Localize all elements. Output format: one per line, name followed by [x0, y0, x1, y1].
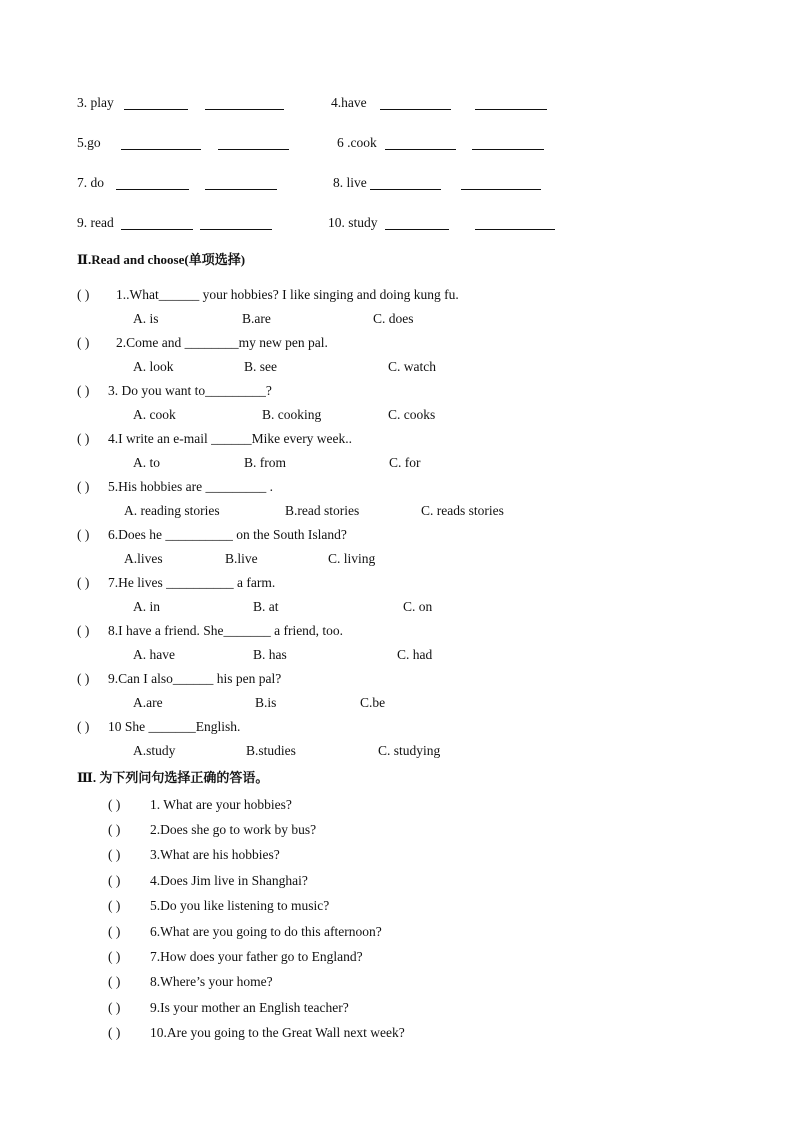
option-b[interactable]: B. see — [244, 359, 277, 374]
answer-parenthesis[interactable]: ( ) — [108, 898, 121, 913]
option-b[interactable]: B. cooking — [262, 407, 322, 422]
option-a[interactable]: A.are — [133, 695, 163, 710]
question-text: 5.Do you like listening to music? — [150, 898, 330, 913]
option-b[interactable]: B.live — [225, 551, 258, 566]
option-c[interactable]: C. living — [328, 551, 376, 566]
answer-blank[interactable] — [200, 217, 272, 230]
option-a[interactable]: A. have — [133, 647, 175, 662]
question-text: 9.Is your mother an English teacher? — [150, 1000, 349, 1015]
option-a[interactable]: A.study — [133, 743, 176, 758]
answer-parenthesis[interactable]: ( ) — [108, 949, 121, 964]
answer-parenthesis[interactable]: ( ) — [108, 974, 121, 989]
answer-parenthesis[interactable]: ( ) — [77, 383, 90, 398]
answer-blank[interactable] — [380, 97, 451, 110]
option-c[interactable]: C. does — [373, 311, 414, 326]
option-c[interactable]: C. studying — [378, 743, 441, 758]
section-heading: Ⅱ.Read and choose(单项选择) — [77, 252, 246, 267]
answer-blank[interactable] — [475, 97, 547, 110]
answer-parenthesis[interactable]: ( ) — [77, 431, 90, 446]
option-b[interactable]: B.read stories — [285, 503, 360, 518]
option-b[interactable]: B.are — [242, 311, 271, 326]
answer-parenthesis[interactable]: ( ) — [108, 847, 121, 862]
section-heading: Ⅲ. 为下列问句选择正确的答语。 — [77, 770, 269, 785]
verb-item-left: 9. read — [77, 215, 114, 230]
option-a[interactable]: A. cook — [133, 407, 176, 422]
answer-blank[interactable] — [205, 97, 284, 110]
answer-blank[interactable] — [218, 137, 289, 150]
answer-blank[interactable] — [121, 217, 193, 230]
question-text: 8.Where’s your home? — [150, 974, 273, 989]
question-text: 6.What are you going to do this afternoon? — [150, 924, 382, 939]
question-stem: 4.I write an e-mail ______Mike every week.. — [108, 431, 353, 446]
question-stem: 3. Do you want to_________? — [108, 383, 272, 398]
answer-parenthesis[interactable]: ( ) — [77, 575, 90, 590]
verb-item-right: 6 .cook — [337, 135, 377, 150]
answer-blank[interactable] — [124, 97, 188, 110]
answer-parenthesis[interactable]: ( ) — [77, 719, 90, 734]
option-b[interactable]: B. from — [244, 455, 286, 470]
verb-item-right: 4.have — [331, 95, 367, 110]
answer-blank[interactable] — [475, 217, 555, 230]
answer-parenthesis[interactable]: ( ) — [77, 623, 90, 638]
answer-blank[interactable] — [385, 217, 449, 230]
verb-item-left: 7. do — [77, 175, 104, 190]
question-text: 7.How does your father go to England? — [150, 949, 363, 964]
question-text: 10.Are you going to the Great Wall next week? — [150, 1025, 405, 1040]
question-text: 1. What are your hobbies? — [150, 797, 292, 812]
option-c[interactable]: C. for — [389, 455, 421, 470]
answer-parenthesis[interactable]: ( ) — [77, 335, 90, 350]
option-b[interactable]: B.is — [255, 695, 277, 710]
answer-parenthesis[interactable]: ( ) — [77, 671, 90, 686]
question-stem: 10 She _______English. — [108, 719, 241, 734]
answer-parenthesis[interactable]: ( ) — [108, 924, 121, 939]
answer-blank[interactable] — [461, 177, 541, 190]
question-stem: 1..What______ your hobbies? I like singing and doing kung fu. — [116, 287, 459, 302]
question-stem: 6.Does he __________ on the South Island? — [108, 527, 347, 542]
option-c[interactable]: C. cooks — [388, 407, 436, 422]
option-c[interactable]: C. watch — [388, 359, 436, 374]
option-a[interactable]: A. reading stories — [124, 503, 220, 518]
answer-blank[interactable] — [121, 137, 201, 150]
verb-item-left: 5.go — [77, 135, 101, 150]
question-text: 2.Does she go to work by bus? — [150, 822, 317, 837]
answer-parenthesis[interactable]: ( ) — [108, 1000, 121, 1015]
answer-parenthesis[interactable]: ( ) — [108, 822, 121, 837]
answer-parenthesis[interactable]: ( ) — [108, 797, 121, 812]
answer-parenthesis[interactable]: ( ) — [77, 287, 90, 302]
answer-parenthesis[interactable]: ( ) — [77, 527, 90, 542]
answer-blank[interactable] — [385, 137, 456, 150]
option-b[interactable]: B. has — [253, 647, 287, 662]
option-c[interactable]: C. on — [403, 599, 433, 614]
question-stem: 8.I have a friend. She_______ a friend, too. — [108, 623, 344, 638]
option-b[interactable]: B. at — [253, 599, 279, 614]
option-a[interactable]: A. to — [133, 455, 160, 470]
answer-parenthesis[interactable]: ( ) — [77, 479, 90, 494]
option-b[interactable]: B.studies — [246, 743, 296, 758]
question-text: 4.Does Jim live in Shanghai? — [150, 873, 308, 888]
question-stem: 5.His hobbies are _________ . — [108, 479, 273, 494]
question-stem: 7.He lives __________ a farm. — [108, 575, 276, 590]
verb-item-right: 8. live — [333, 175, 367, 190]
answer-parenthesis[interactable]: ( ) — [108, 1025, 121, 1040]
answer-parenthesis[interactable]: ( ) — [108, 873, 121, 888]
option-a[interactable]: A.lives — [124, 551, 163, 566]
verb-item-left: 3. play — [77, 95, 114, 110]
question-stem: 2.Come and ________my new pen pal. — [116, 335, 328, 350]
option-c[interactable]: C. had — [397, 647, 433, 662]
verb-item-right: 10. study — [328, 215, 378, 230]
answer-blank[interactable] — [116, 177, 189, 190]
answer-blank[interactable] — [370, 177, 441, 190]
question-text: 3.What are his hobbies? — [150, 847, 280, 862]
option-a[interactable]: A. is — [133, 311, 159, 326]
question-stem: 9.Can I also______ his pen pal? — [108, 671, 282, 686]
answer-blank[interactable] — [472, 137, 544, 150]
option-c[interactable]: C. reads stories — [421, 503, 504, 518]
option-c[interactable]: C.be — [360, 695, 386, 710]
option-a[interactable]: A. look — [133, 359, 174, 374]
answer-blank[interactable] — [205, 177, 277, 190]
option-a[interactable]: A. in — [133, 599, 160, 614]
